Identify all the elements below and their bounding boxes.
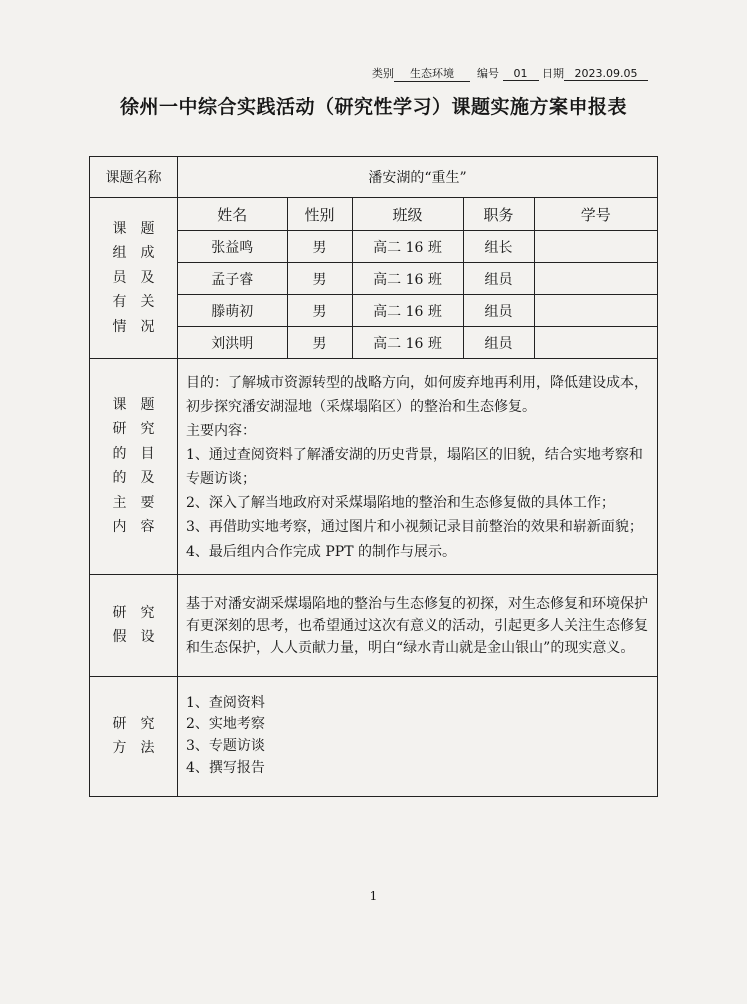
hypothesis-label-line: 研究 xyxy=(112,604,169,621)
methods-row xyxy=(90,676,658,796)
purpose-paragraph: 2、深入了解当地政府对采煤塌陷地的整治和生态修复做的具体工作； xyxy=(186,495,615,512)
methods-label-line: 方法 xyxy=(112,740,169,757)
header-student-id: 学号 xyxy=(534,198,657,231)
method-item: 4、撰写报告 xyxy=(186,759,265,776)
purpose-label-line: 的目 xyxy=(112,445,169,462)
members-label-line: 员及 xyxy=(112,269,169,286)
hypothesis-content: 基于对潘安湖采煤塌陷地的整治与生态修复的初探，对生态修复和环境保护有更深刻的思考，也希望通过这次有意义的活动，引起更多人关注生态修复和生态保护，人人贡献力量，明白“绿水青山就是金山银山”的现实意义。 xyxy=(178,574,658,676)
member-role: 组员 xyxy=(463,263,534,295)
purpose-paragraph: 4、最后组内合作完成 PPT 的制作与展示。 xyxy=(186,543,456,560)
header-gender: 性别 xyxy=(287,198,352,231)
topic-value: 潘安湖的“重生” xyxy=(178,157,658,198)
member-row xyxy=(178,295,657,327)
application-form-table xyxy=(89,156,658,797)
purpose-paragraph: 主要内容： xyxy=(186,423,256,440)
member-class: 高二 16 班 xyxy=(352,231,463,263)
purpose-paragraph: 目的：了解城市资源转型的战略方向，如何废弃地再利用，降低建设成本，初步探究潘安湖湿地（采煤塌陷区）的整治和生态修复。 xyxy=(186,375,648,416)
members-label-line: 有关 xyxy=(112,294,169,311)
member-name: 孟子睿 xyxy=(178,263,287,295)
purpose-label xyxy=(90,359,178,575)
members-label-line: 情况 xyxy=(112,318,169,335)
header-class: 班级 xyxy=(352,198,463,231)
purpose-row xyxy=(90,359,658,575)
members-label-line: 组成 xyxy=(112,245,169,262)
methods-label-line: 研究 xyxy=(112,715,169,732)
purpose-content xyxy=(178,359,658,575)
page-title: 徐州一中综合实践活动（研究性学习）课题实施方案申报表 xyxy=(119,96,627,118)
member-class: 高二 16 班 xyxy=(352,263,463,295)
members-label-line: 课题 xyxy=(112,220,169,237)
member-class: 高二 16 班 xyxy=(352,327,463,359)
member-student-id xyxy=(534,327,657,359)
form-meta xyxy=(372,65,648,82)
member-student-id xyxy=(534,231,657,263)
hypothesis-label-line: 假设 xyxy=(112,629,169,646)
method-item: 1、查阅资料 xyxy=(186,694,265,711)
member-row xyxy=(178,263,657,295)
purpose-paragraph: 3、再借助实地考察，通过图片和小视频记录目前整治的效果和崭新面貌； xyxy=(186,519,643,536)
purpose-label-line: 的及 xyxy=(112,470,169,487)
members-label xyxy=(90,198,178,359)
member-name: 张益鸣 xyxy=(178,231,287,263)
member-student-id xyxy=(534,295,657,327)
hypothesis-label xyxy=(90,574,178,676)
member-role: 组员 xyxy=(463,295,534,327)
purpose-label-line: 课题 xyxy=(112,396,169,413)
purpose-paragraph: 1、通过查阅资料了解潘安湖的历史背景，塌陷区的旧貌，结合实地考察和专题访谈； xyxy=(186,447,643,488)
date-label: 日期 xyxy=(542,67,564,80)
date-value: 2023.09.05 xyxy=(564,67,648,81)
topic-row xyxy=(90,157,658,198)
member-student-id xyxy=(534,263,657,295)
method-item: 3、专题访谈 xyxy=(186,738,265,755)
topic-label: 课题名称 xyxy=(90,157,178,198)
purpose-label-line: 主要 xyxy=(112,494,169,511)
category-label: 类别 xyxy=(372,67,394,80)
member-name: 滕萌初 xyxy=(178,295,287,327)
members-table xyxy=(178,198,657,358)
member-name: 刘洪明 xyxy=(178,327,287,359)
member-role: 组长 xyxy=(463,231,534,263)
members-row xyxy=(90,198,658,359)
number-value: 01 xyxy=(503,67,539,81)
method-item: 2、实地考察 xyxy=(186,716,265,733)
member-row xyxy=(178,231,657,263)
member-gender: 男 xyxy=(287,231,352,263)
hypothesis-row xyxy=(90,574,658,676)
purpose-label-line: 研究 xyxy=(112,421,169,438)
number-label: 编号 xyxy=(477,67,499,80)
methods-content xyxy=(178,676,658,796)
member-gender: 男 xyxy=(287,263,352,295)
member-class: 高二 16 班 xyxy=(352,295,463,327)
member-gender: 男 xyxy=(287,295,352,327)
page-number: 1 xyxy=(369,889,378,903)
purpose-label-line: 内容 xyxy=(112,519,169,536)
methods-label xyxy=(90,676,178,796)
header-name: 姓名 xyxy=(178,198,287,231)
member-gender: 男 xyxy=(287,327,352,359)
members-header-row xyxy=(178,198,657,231)
category-value: 生态环境 xyxy=(394,65,470,82)
members-cell xyxy=(178,198,658,359)
header-role: 职务 xyxy=(463,198,534,231)
member-role: 组员 xyxy=(463,327,534,359)
member-row xyxy=(178,327,657,359)
